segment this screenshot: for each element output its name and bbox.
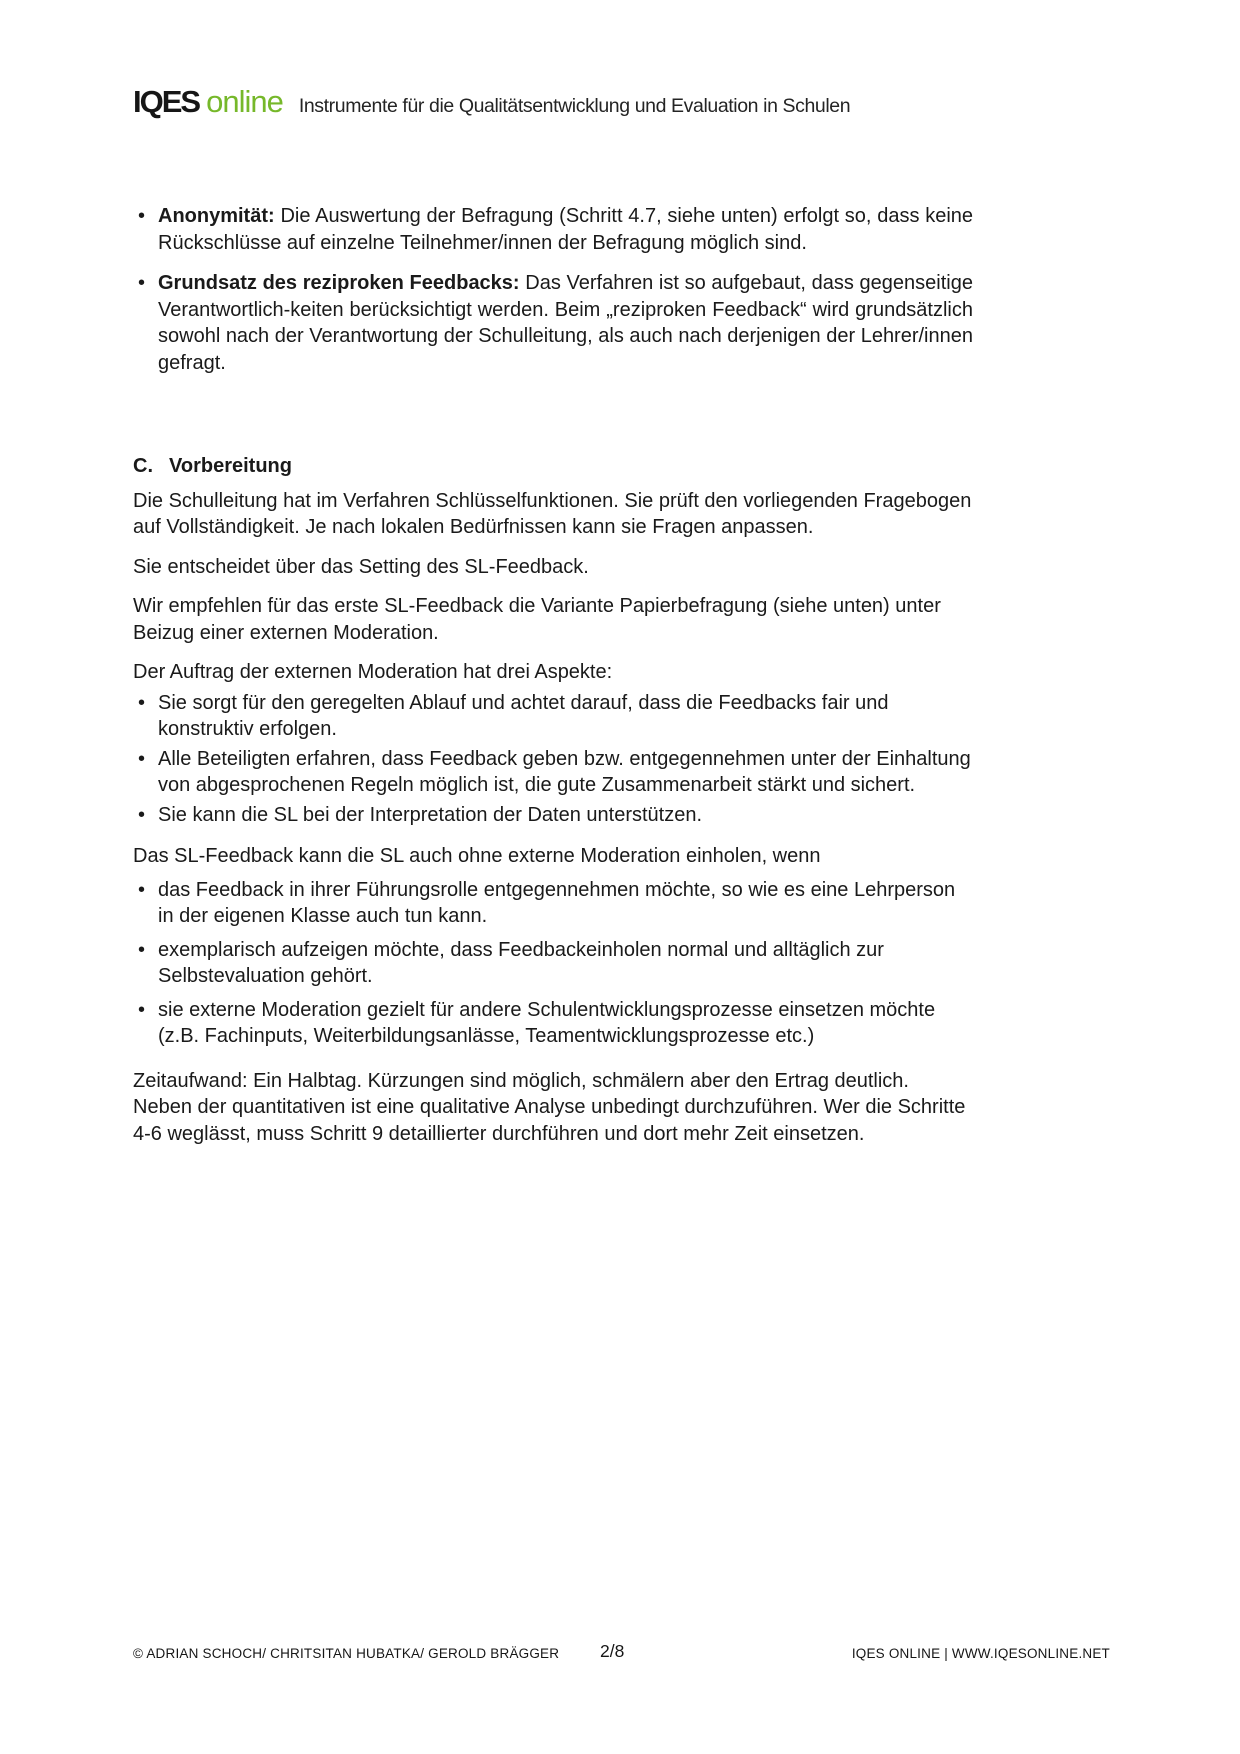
document-body: [133, 203, 973, 1147]
list-item: [133, 997, 973, 1050]
logo-tagline: Instrumente für die Qualitätsentwicklung und Evaluation in Schulen: [298, 95, 851, 117]
logo-iqes-text: IQES: [133, 84, 200, 119]
list-item-lead: Grundsatz des reziproken Feedbacks:: [158, 272, 520, 294]
iqes-logo: [133, 84, 283, 120]
bullet-icon: •: [138, 803, 146, 826]
section-heading-title: Vorbereitung: [169, 455, 292, 477]
list-item-text: exemplarisch aufzeigen möchte, dass Feedbackeinholen normal und alltäglich zur Selbstevaluation gehört.: [158, 938, 884, 987]
list-item-text: sie externe Moderation gezielt für andere Schulentwicklungsprozesse einsetzen möchte (z.B. Fachinputs, Weiterbildungsanlässe, Teamentwicklungsprozesse etc.): [158, 998, 936, 1047]
paragraph-auftrag: Der Auftrag der externen Moderation hat drei Aspekte:: [133, 661, 613, 683]
intro-bullet-list: [133, 203, 973, 376]
paragraph-zeitaufwand: Zeitaufwand: Ein Halbtag. Kürzungen sind möglich, schmälern aber den Ertrag deutlich. Neben der quantitativen ist eine qualitative Analyse unbedingt durchzuführen. Wer die Schritte 4-6 weglässt, muss Schritt 9 detaillierter durchführen und dort mehr Zeit einsetzen.: [133, 1069, 966, 1145]
section-heading-prefix: C.: [133, 455, 153, 477]
list-item-text: das Feedback in ihrer Führungsrolle entgegennehmen möchte, so wie es eine Lehrperson in der eigenen Klasse auch tun kann.: [158, 878, 956, 927]
paragraph-setting: Sie entscheidet über das Setting des SL-Feedback.: [133, 555, 589, 578]
page-footer: [133, 1641, 1110, 1665]
page-header: [133, 84, 850, 120]
list-item-text: Sie kann die SL bei der Interpretation der Daten unterstützen.: [158, 803, 703, 826]
list-item-body: Die Auswertung der Befragung (Schritt 4.7, siehe unten) erfolgt so, dass keine Rückschlüsse auf einzelne Teilnehmer/innen der Befragung möglich sind.: [158, 205, 974, 254]
list-item: [133, 877, 973, 930]
list-item-grundsatz: [133, 270, 973, 376]
list-item-body: Das Verfahren ist so aufgebaut, dass gegenseitige Verantwortlich-keiten berücksichtigt werden. Beim „reziproken Feedback“ wird grundsätzlich sowohl nach der Verantwortung der Schulleitung, als auch nach derjenigen der Lehrer/innen gefragt.: [158, 272, 973, 374]
bullet-icon: •: [138, 272, 146, 294]
list-item-anonymitaet: [133, 203, 973, 256]
footer-page-number: 2/8: [600, 1641, 625, 1661]
bullet-icon: •: [138, 691, 146, 714]
footer-copyright: © ADRIAN SCHOCH/ CHRITSITAN HUBATKA/ GEROLD BRÄGGER: [133, 1646, 560, 1661]
logo-online-text: online: [206, 84, 283, 119]
list-item-text: [158, 203, 973, 256]
paragraph-schulleitung: Die Schulleitung hat im Verfahren Schlüsselfunktionen. Sie prüft den vorliegenden Fragebogen auf Vollständigkeit. Je nach lokalen Bedürfnissen kann sie Fragen anpassen.: [133, 489, 972, 538]
footer-site: IQES ONLINE | WWW.IQESONLINE.NET: [851, 1646, 1110, 1661]
list-item: [133, 690, 973, 743]
paragraph-ohne-moderation: Das SL-Feedback kann die SL auch ohne externe Moderation einholen, wenn: [133, 845, 821, 867]
wenn-bullet-list: [133, 877, 973, 1050]
paragraph-empfehlung: Wir empfehlen für das erste SL-Feedback die Variante Papierbefragung (siehe unten) unter Beizug einer externen Moderation.: [133, 595, 941, 644]
list-item-text: Sie sorgt für den geregelten Ablauf und achtet darauf, dass die Feedbacks fair und konstruktiv erfolgen.: [158, 691, 889, 740]
list-item: [133, 746, 973, 799]
list-item: [133, 802, 973, 829]
list-item-lead: Anonymität:: [158, 205, 275, 227]
bullet-icon: •: [138, 205, 146, 227]
aspekte-bullet-list: [133, 690, 973, 829]
bullet-icon: •: [138, 747, 146, 770]
bullet-icon: •: [138, 878, 146, 901]
bullet-icon: •: [138, 938, 146, 961]
list-item: [133, 937, 973, 990]
section-heading: [133, 453, 973, 480]
bullet-icon: •: [138, 998, 146, 1021]
list-item-text: Alle Beteiligten erfahren, dass Feedback geben bzw. entgegennehmen unter der Einhaltung von abgesprochenen Regeln möglich ist, die gute Zusammenarbeit stärkt und sichert.: [158, 747, 971, 796]
list-item-text: [158, 270, 973, 376]
